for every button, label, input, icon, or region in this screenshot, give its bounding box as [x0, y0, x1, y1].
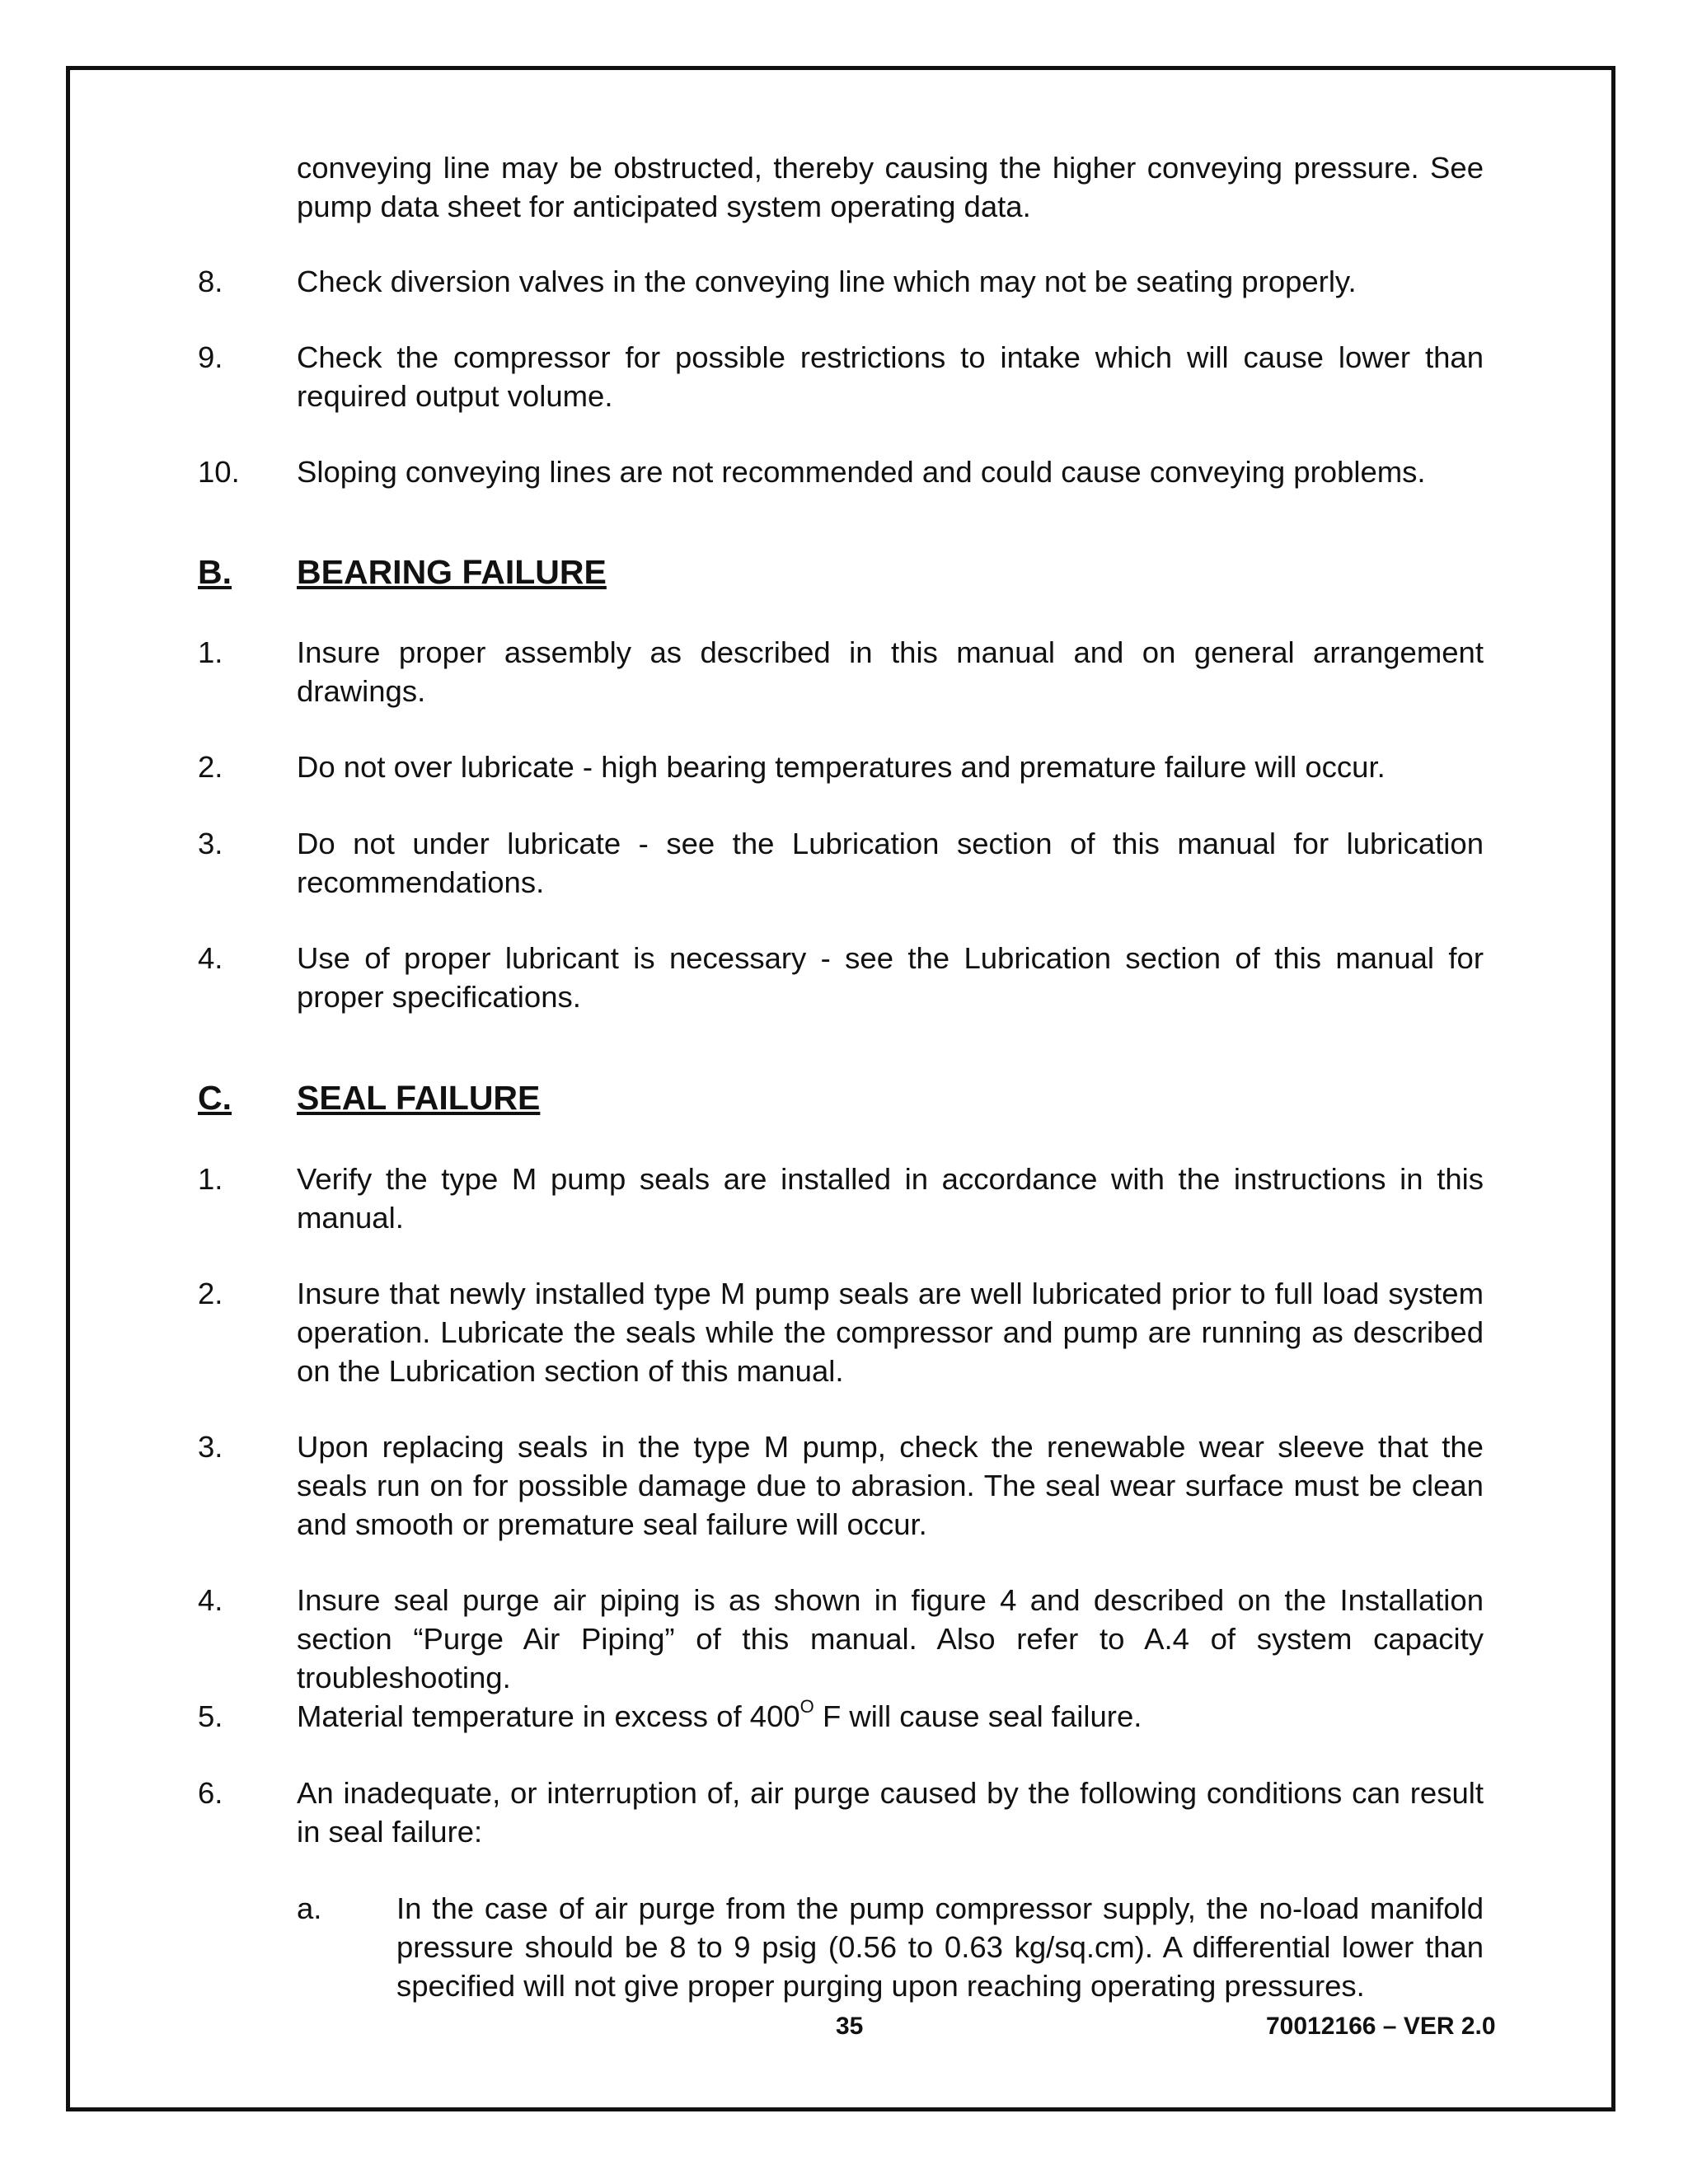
- continuation-paragraph: conveying line may be obstructed, thereby causing the higher conveying pressure. See pump data sheet for anticipated system operating data.: [297, 151, 1484, 223]
- list-item-text: Verify the type M pump seals are installed in accordance with the instructions in this manual.: [297, 1162, 1484, 1235]
- list-item-number: 4.: [198, 1583, 223, 1617]
- list-item-number: 10.: [198, 455, 240, 489]
- section-b-letter: B.: [198, 553, 232, 591]
- list-item-text: Sloping conveying lines are not recommended and could cause conveying problems.: [297, 455, 1426, 489]
- section-b-heading: BEARING FAILURE: [297, 553, 607, 591]
- list-item-text: Insure proper assembly as described in this manual and on general arrangement drawings.: [297, 635, 1484, 708]
- section-c-letter: C.: [198, 1079, 232, 1117]
- list-item-number: 1.: [198, 635, 223, 669]
- list-item-text: [297, 1697, 1484, 1736]
- list-item-number: 5.: [198, 1699, 223, 1733]
- list-item-number: 2.: [198, 750, 223, 784]
- list-item-number: 1.: [198, 1162, 223, 1196]
- list-item-text: Upon replacing seals in the type M pump, check the renewable wear sleeve that the seals run on for possible damage due to abrasion. The seal wear surface must be clean and smooth or premature seal failure will occur.: [297, 1430, 1484, 1541]
- list-item-number: 3.: [198, 827, 223, 860]
- list-item-number: 2.: [198, 1277, 223, 1310]
- list-item-text: Check diversion valves in the conveying line which may not be seating properly.: [297, 265, 1357, 298]
- temperature-text-before: Material temperature in excess of 400: [297, 1699, 800, 1733]
- list-item-number: 4.: [198, 941, 223, 975]
- section-c-heading: SEAL FAILURE: [297, 1079, 541, 1117]
- list-item-text: Use of proper lubricant is necessary - see the Lubrication section of this manual for proper specifications.: [297, 941, 1484, 1014]
- sub-item-text: In the case of air purge from the pump compressor supply, the no-load manifold pressure should be 8 to 9 psig (0.56 to 0.63 kg/sq.cm). A differential lower than specified will not give proper purging upon reaching operating pressures.: [396, 1891, 1484, 2003]
- sub-item-label: a.: [297, 1891, 322, 1925]
- list-item-number: 3.: [198, 1430, 223, 1464]
- page-number: 35: [836, 2013, 864, 2040]
- list-item-text: An inadequate, or interruption of, air purge caused by the following conditions can result in seal failure:: [297, 1776, 1484, 1849]
- degree-superscript: O: [799, 1695, 814, 1717]
- temperature-text-after: F will cause seal failure.: [814, 1699, 1142, 1733]
- list-item-number: 6.: [198, 1776, 223, 1810]
- list-item-number: 8.: [198, 265, 223, 298]
- document-id: 70012166 – VER 2.0: [1266, 2013, 1496, 2040]
- list-item-text: Insure seal purge air piping is as shown in figure 4 and described on the Installation section “Purge Air Piping” of this manual. Also refer to A.4 of system capacity troubleshooting.: [297, 1583, 1484, 1694]
- list-item-text: Do not under lubricate - see the Lubrication section of this manual for lubrication recommendations.: [297, 827, 1484, 899]
- list-item-number: 9.: [198, 340, 223, 374]
- list-item-text: Do not over lubricate - high bearing temperatures and premature failure will occur.: [297, 750, 1386, 784]
- list-item-text: Insure that newly installed type M pump seals are well lubricated prior to full load system operation. Lubricate the seals while the compressor and pump are running as described on the Lubrication section of this manual.: [297, 1277, 1484, 1388]
- list-item-text: Check the compressor for possible restrictions to intake which will cause lower than required output volume.: [297, 340, 1484, 413]
